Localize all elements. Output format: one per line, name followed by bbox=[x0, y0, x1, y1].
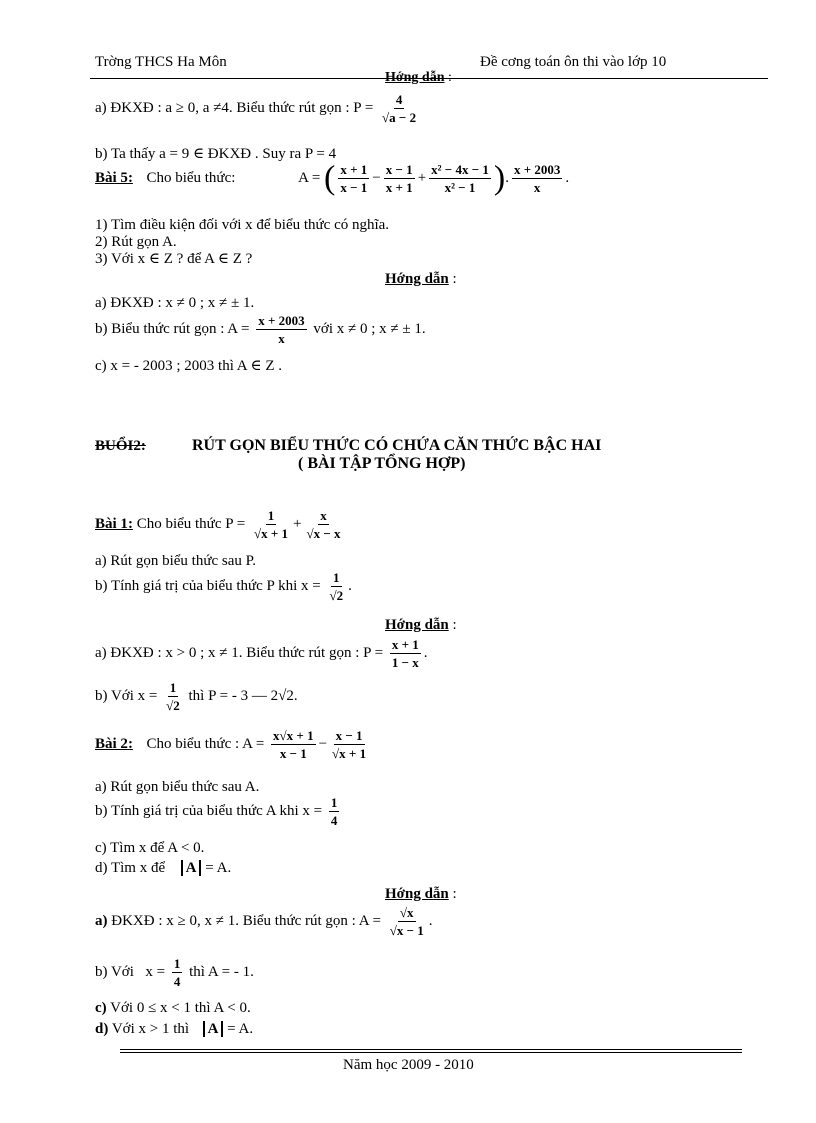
bai5-statement: Bài 5: Cho biểu thức: A = ( $\frac{x + 1}{x - 1}$ − $\frac{x - 1}{x + 1}$ + $\frac{\text{x² − 4x − 1}}{\text{x² − 1}}$ ). $\frac{x + 2003}{x}$ . bbox=[95, 159, 570, 197]
bai2-question-b: b) Tính giá trị của biểu thức A khi x = $\frac{1}{4}$ bbox=[95, 795, 338, 828]
footer-text: Năm học 2009 - 2010 bbox=[343, 1057, 474, 1073]
bai2-question-d: d) Tìm x để A = A. bbox=[95, 860, 232, 876]
header-right: Đề cơng toán ôn thi vào lớp 10 bbox=[480, 54, 667, 70]
bai5-questions: 1) Tìm điều kiện đối với x để biểu thức có nghĩa. 2) Rút gọn A. 3) Với x ∈ Z ? để A ∈ Z ? bbox=[95, 217, 390, 267]
bai1-question-b: b) Tính giá trị của biểu thức P khi x = $\frac{1}{√2}$ . bbox=[95, 570, 352, 603]
bai2-answer-a: a) ĐKXĐ : x ≥ 0, x ≠ 1. Biểu thức rút gọn : A = $\frac{√x}{√x - 1}$ . bbox=[95, 905, 433, 938]
footer-rule bbox=[120, 1049, 742, 1050]
header-left: Trờng THCS Ha Môn bbox=[95, 54, 227, 70]
hint-heading-3: Hớng dẫn : bbox=[385, 617, 457, 633]
section-prefix: BUỔI2: bbox=[95, 438, 146, 454]
bai2-answer-c: c) Với 0 ≤ x < 1 thì A < 0. bbox=[95, 1000, 251, 1016]
bai2-answer-d: d) Với x > 1 thì A = A. bbox=[95, 1021, 254, 1037]
bai5-answer-a: a) ĐKXĐ : x ≠ 0 ; x ≠ ± 1. bbox=[95, 295, 255, 311]
bai2-question-c: c) Tìm x để A < 0. bbox=[95, 840, 205, 856]
bai2-answer-b: b) Với x = $\frac{1}{4}$ thì A = - 1. bbox=[95, 956, 254, 989]
bai2-statement: Bài 2: Cho biểu thức : A = $\frac{x√x + 1}{x - 1}$ − $\frac{x - 1}{√x + 1}$ bbox=[95, 728, 367, 761]
hint-heading-2: Hớng dẫn : bbox=[385, 271, 457, 287]
top-answer-b: b) Ta thấy a = 9 ∈ ĐKXĐ . Suy ra P = 4 bbox=[95, 146, 337, 162]
bai2-question-a: a) Rút gọn biểu thức sau A. bbox=[95, 779, 260, 795]
section-subtitle: ( BÀI TẬP TỔNG HỢP) bbox=[298, 455, 466, 472]
bai5-answer-b: b) Biểu thức rút gọn : A = $\frac{x + 2003}{x}$ với x ≠ 0 ; x ≠ ± 1. bbox=[95, 313, 426, 346]
bai1-answer-b: b) Với x = $\frac{1}{√2}$ thì P = - 3 — 2√2. bbox=[95, 680, 298, 713]
hint-heading-4: Hớng dẫn : bbox=[385, 886, 457, 902]
bai1-answer-a: a) ĐKXĐ : x > 0 ; x ≠ 1. Biểu thức rút gọn : P = $\frac{x + 1}{1 - x}$ . bbox=[95, 637, 428, 670]
footer-rule-2 bbox=[120, 1052, 742, 1053]
bai1-statement: Bài 1: Cho biểu thức P = $\frac{1}{√x + 1}$ + $\frac{x}{√x - x}$ bbox=[95, 508, 341, 541]
section-title: RÚT GỌN BIỂU THỨC CÓ CHỨA CĂN THỨC BẬC HAI bbox=[192, 437, 602, 454]
top-answer-a: a) ĐKXĐ : a ≥ 0, a ≠4. Biểu thức rút gọn : P = $\frac{4}{√a - 2}$ bbox=[95, 92, 417, 125]
bai1-question-a: a) Rút gọn biểu thức sau P. bbox=[95, 553, 257, 569]
hint-heading-1: Hớng dẫn : bbox=[385, 70, 452, 85]
bai5-answer-c: c) x = - 2003 ; 2003 thì A ∈ Z . bbox=[95, 358, 283, 374]
